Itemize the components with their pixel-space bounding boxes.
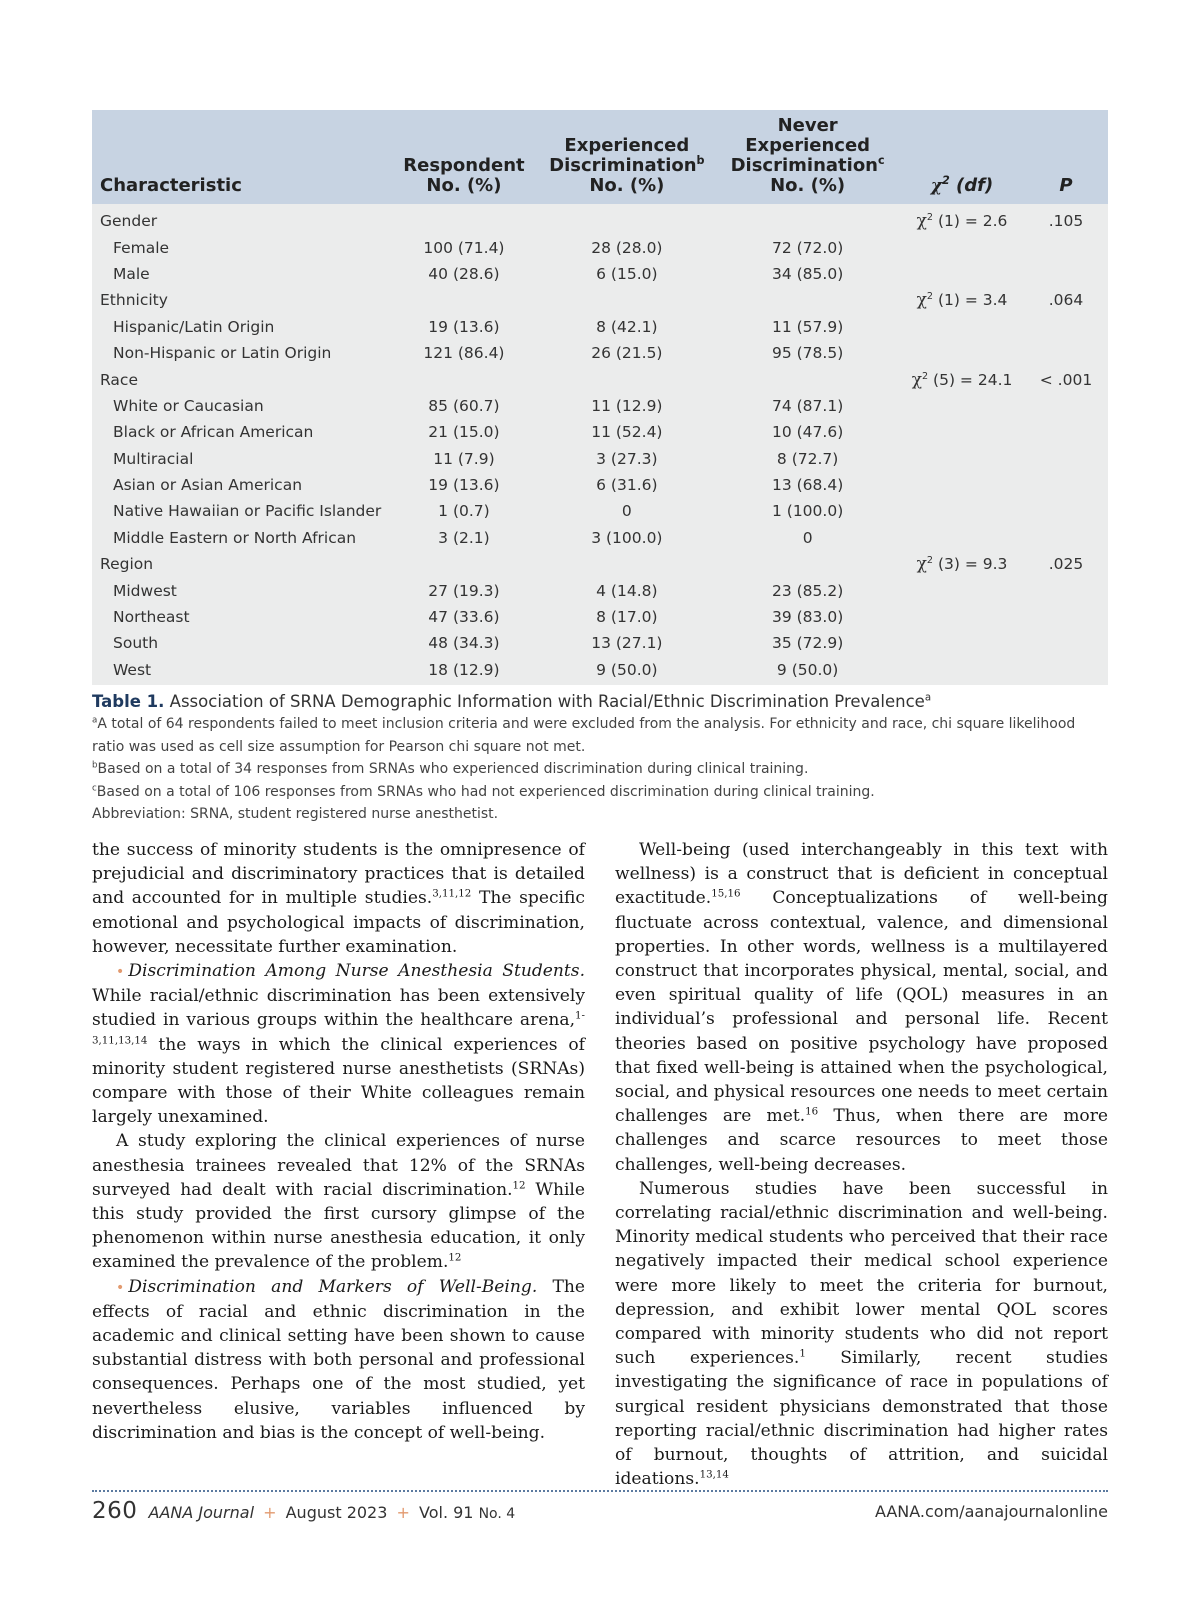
row-respondent: 40 (28.6) [428,264,500,283]
row-characteristic: West [113,660,152,679]
table-cell-empty [900,234,1024,260]
journal-name: AANA Journal [148,1503,255,1522]
text-run: While racial/ethnic discrimination has been extensively studied in various groups within the healthcare arena, [92,986,585,1031]
table-cell-empty [900,525,1024,551]
table-figure [92,110,1108,826]
row-experienced: 8 (42.1) [596,317,658,336]
header-never-line4: No. (%) [770,175,846,196]
row-experienced: 11 (52.4) [591,423,663,442]
table-row [92,525,1108,551]
table-cell-empty [1024,234,1108,260]
note-c-text: Based on a total of 106 responses from SRNAs who had not experienced discrimination during clinical training. [96,783,875,800]
text-run: the ways in which the clinical experiences of minority student registered nurse anesthetists (SRNAs) compare with those of their White colleagues remain largely unexamined. [92,1034,585,1128]
row-respondent: 1 (0.7) [438,502,490,521]
table-note-a [92,713,1108,758]
table-cell-empty [715,287,900,313]
table-row [92,261,1108,287]
row-respondent: 47 (33.6) [428,608,500,627]
chi-symbol: χ [916,211,927,232]
text-run: A study exploring the clinical experiences of nurse anesthesia trainees revealed that 12% of the SRNAs surveyed had dealt with racial discrimination. [92,1131,585,1200]
paragraph [92,959,585,1129]
row-characteristic: Middle Eastern or North African [113,528,357,547]
row-respondent: 21 (15.0) [428,423,500,442]
chi-value: (3) = 9.3 [937,555,1008,574]
row-experienced: 28 (28.0) [591,238,663,257]
table-row-group-gender [92,204,1108,234]
p-value-cell: .064 [1048,291,1084,310]
table-cell-empty [900,340,1024,366]
row-never-experienced: 23 (85.2) [771,581,844,600]
header-experienced [539,110,716,204]
row-characteristic: Asian or Asian American [113,476,303,495]
paragraph [92,838,585,959]
table-cell-empty [900,577,1024,603]
paragraph [92,1275,585,1445]
subheading: Discrimination Among Nurse Anesthesia Students. [128,961,585,982]
chi-symbol: χ [911,369,922,390]
bullet-icon: • [116,964,125,981]
body-columns [92,838,1108,1491]
table-cell-empty [539,366,716,392]
group-label: Region [100,555,154,574]
chi-value: (5) = 24.1 [933,370,1013,389]
table-cell-empty [715,366,900,392]
table-cell-empty [900,419,1024,445]
text-run: Similarly, recent studies investigating the significance of race in populations of surgical resident physicians demonstrated that those reporting racial/ethnic discrimination had higher rates of burnout, thoughts of attrition, and suicidal ideations. [615,1348,1108,1490]
plus-icon: + [263,1503,277,1522]
citation: 12 [512,1179,526,1192]
row-characteristic: Native Hawaiian or Pacific Islander [113,502,382,521]
table-row [92,498,1108,524]
row-never-experienced: 11 (57.9) [771,317,844,336]
table-cell-empty [389,366,538,392]
row-experienced: 4 (14.8) [596,581,658,600]
row-respondent: 48 (34.3) [428,634,500,653]
citation: 13,14 [699,1468,729,1481]
group-label: Race [100,370,138,389]
table-row [92,446,1108,472]
caption-footnote-mark: a [924,692,932,704]
caption-title-line [92,691,1108,713]
note-b-mark: b [92,760,98,771]
header-never-line2: Experienced [745,135,871,156]
table-cell-empty [715,551,900,577]
header-respondent [389,110,538,204]
table-row [92,393,1108,419]
row-experienced: 8 (17.0) [596,608,658,627]
paragraph [615,838,1108,1177]
chi-square-cell [900,287,1024,313]
row-respondent: 19 (13.6) [428,476,500,495]
header-experienced-line2: Discrimination [549,155,697,176]
header-characteristic [92,110,389,204]
table-cell-empty [900,446,1024,472]
table-row [92,577,1108,603]
chi-value: (1) = 3.4 [937,291,1008,310]
table-cell-empty [539,551,716,577]
row-characteristic: Female [113,238,170,257]
text-run: Thus, when there are more challenges and scarce resources to meet those challenges, well-being decreases. [615,1106,1108,1175]
p-value-cell: .105 [1048,212,1084,231]
text-run: Conceptualizations of well-being fluctuate across contextual, valence, and dimensional properties. In other words, wellness is a multilayered construct that incorporates physical, mental, social, and even spiritual quality of life (QOL) measures in an individual’s professional and personal life. Recent theories based on positive psychology have proposed that fixed well-being is attained when the psychological, social, and physical resources one needs to meet certain challenges are met. [615,888,1108,1127]
table-cell-empty [1024,472,1108,498]
table-cell-empty [539,287,716,313]
table-cell-empty [389,551,538,577]
row-respondent: 18 (12.9) [428,660,500,679]
table-cell-empty [900,630,1024,656]
table-cell-empty [1024,604,1108,630]
table-row [92,604,1108,630]
journal-url: AANA.com/aanajournalonline [874,1502,1108,1521]
row-characteristic: Hispanic/Latin Origin [113,317,275,336]
text-run: While this study provided the first cursory glimpse of the phenomenon within nurse anesthesia education, it only examined the prevalence of the problem. [92,1179,586,1273]
text-run: Numerous studies have been successful in correlating racial/ethnic discrimination and well-being. Minority medical students who perceived that their race negatively impacted their medical school experience were more likely to meet the criteria for burnout, depression, and exhibit lower mental QOL scores compared with minority students who did not report such experiences. [615,1178,1108,1369]
table-row [92,314,1108,340]
table-row-group-region [92,551,1108,577]
table-cell-empty [1024,419,1108,445]
row-experienced: 13 (27.1) [591,634,663,653]
header-respondent-line1: Respondent [403,155,525,176]
citation: 16 [805,1105,819,1118]
subheading: Discrimination and Markers of Well-Being. [128,1276,538,1297]
row-never-experienced: 10 (47.6) [771,423,844,442]
row-respondent: 3 (2.1) [438,528,490,547]
note-a-mark: a [92,715,98,726]
footer-divider [92,1490,1108,1492]
table-cell-empty [715,204,900,234]
caption-title: Association of SRNA Demographic Information with Racial/Ethnic Discrimination Prevalence [169,692,925,712]
row-experienced: 6 (15.0) [596,264,658,283]
citation: 15,16 [711,887,741,900]
table-cell-empty [1024,314,1108,340]
row-respondent: 27 (19.3) [428,581,500,600]
table-row [92,630,1108,656]
table-cell-empty [900,393,1024,419]
table-cell-empty [900,472,1024,498]
row-characteristic: Midwest [113,581,177,600]
caption-label: Table 1. [92,692,165,712]
table-note-b [92,758,1108,781]
note-b-text: Based on a total of 34 responses from SRNAs who experienced discrimination during clinical training. [97,761,809,778]
citation: 1 [799,1347,806,1360]
table-row [92,472,1108,498]
page-footer [92,1498,1108,1528]
table-cell-empty [900,498,1024,524]
text-run: The effects of racial and ethnic discrimination in the academic and clinical setting have been shown to cause substantial distress with both personal and professional consequences. Perhaps one of the most studied, yet nevertheless elusive, variables influenced by discrimination and bias is the concept of well-being. [92,1276,585,1443]
table-row [92,419,1108,445]
paragraph [615,1177,1108,1492]
row-never-experienced: 95 (78.5) [771,344,844,363]
chi-symbol: χ [916,554,927,575]
header-chi-df: (df) [949,175,994,196]
header-never-line3: Discrimination [730,155,878,176]
header-never-experienced [715,110,900,204]
row-respondent: 100 (71.4) [423,238,505,257]
table-cell-empty [900,314,1024,340]
table-row [92,340,1108,366]
header-never-line1: Never [777,115,838,136]
row-respondent: 19 (13.6) [428,317,500,336]
chi-exponent: 2 [926,291,934,303]
header-chi-square [900,110,1024,204]
table-cell-empty [1024,498,1108,524]
header-chi-symbol: χ [930,176,943,196]
table-cell-empty [1024,446,1108,472]
table-row [92,234,1108,260]
table-cell-empty [900,657,1024,685]
row-experienced: 3 (100.0) [591,528,663,547]
table-row [92,657,1108,685]
table-cell-empty [389,287,538,313]
table-cell-empty [389,204,538,234]
table-cell-empty [1024,340,1108,366]
table-cell-empty [1024,261,1108,287]
row-never-experienced: 8 (72.7) [776,449,839,468]
row-experienced: 6 (31.6) [596,476,658,495]
chi-square-cell [900,551,1024,577]
chi-value: (1) = 2.6 [937,212,1008,231]
table-cell-empty [1024,525,1108,551]
chi-symbol: χ [916,290,927,311]
p-value-cell: .025 [1048,555,1084,574]
header-p [1024,110,1108,204]
header-never-footnote-mark: c [878,154,885,167]
row-characteristic: White or Caucasian [113,396,264,415]
row-respondent: 85 (60.7) [428,396,500,415]
row-characteristic: Multiracial [113,449,194,468]
page-number: 260 [92,1498,138,1524]
left-column [92,838,585,1491]
row-experienced: 3 (27.3) [596,449,658,468]
note-a-text: A total of 64 respondents failed to meet inclusion criteria and were excluded from the analysis. For ethnicity and race, chi square likelihood ratio was used as cell size assumption for Pearson chi square not met. [92,716,1076,755]
citation: 3,11,12 [432,887,472,900]
row-experienced: 0 [621,502,632,521]
table-abbreviation: Abbreviation: SRNA, student registered nurse anesthetist. [92,806,499,823]
text-run: The specific emotional and psychological impacts of discrimination, however, necessitate further examination. [92,888,585,957]
demographics-table [92,110,1108,685]
row-respondent: 11 (7.9) [433,449,495,468]
row-characteristic: Male [113,264,150,283]
plus-icon: + [396,1503,410,1522]
table-cell-empty [1024,393,1108,419]
row-experienced: 11 (12.9) [591,396,663,415]
header-characteristic-text: Characteristic [100,175,242,196]
table-caption [92,691,1108,826]
row-never-experienced: 0 [802,528,813,547]
paragraph [92,1129,585,1274]
row-never-experienced: 1 (100.0) [771,502,844,521]
group-label: Gender [100,212,158,231]
row-never-experienced: 9 (50.0) [776,660,839,679]
row-never-experienced: 34 (85.0) [771,264,844,283]
volume: Vol. 91 [419,1503,474,1522]
header-experienced-line1: Experienced [564,135,690,156]
footer-left [92,1498,515,1524]
table-cell-empty [1024,657,1108,685]
note-c-mark: c [92,782,97,793]
table-note-c [92,781,1108,804]
row-characteristic: South [113,634,159,653]
header-p-text: P [1059,175,1073,196]
issue-number: No. 4 [478,1506,516,1522]
row-characteristic: Northeast [113,608,190,627]
table-row-group-race [92,366,1108,392]
table-header-row [92,110,1108,204]
row-never-experienced: 13 (68.4) [771,476,844,495]
row-experienced: 9 (50.0) [596,660,658,679]
text-run: Well-being (used interchangeably in this text with wellness) is a construct that is deficient in conceptual exactitude. [615,840,1108,909]
table-cell-empty [1024,577,1108,603]
row-characteristic: Non-Hispanic or Latin Origin [113,344,332,363]
chi-exponent: 2 [922,370,929,382]
right-column [615,838,1108,1491]
row-experienced: 26 (21.5) [591,344,663,363]
header-experienced-footnote-mark: b [696,154,705,167]
header-experienced-line3: No. (%) [589,175,665,196]
row-never-experienced: 35 (72.9) [771,634,844,653]
table-cell-empty [900,261,1024,287]
header-respondent-line2: No. (%) [426,175,502,196]
table-row-group-ethnicity [92,287,1108,313]
row-never-experienced: 72 (72.0) [771,238,844,257]
group-label: Ethnicity [100,291,168,310]
chi-square-cell [900,204,1024,234]
chi-square-cell [900,366,1024,392]
table-cell-empty [1024,630,1108,656]
table-cell-empty [900,604,1024,630]
chi-exponent: 2 [926,555,934,567]
table-cell-empty [539,204,716,234]
bullet-icon: • [116,1279,125,1296]
row-respondent: 121 (86.4) [423,344,505,363]
text-run: the success of minority students is the omnipresence of prejudicial and discriminatory practices that is detailed and accounted for in multiple studies. [92,840,585,909]
chi-exponent: 2 [926,212,934,224]
p-value-cell: < .001 [1039,370,1093,389]
row-never-experienced: 74 (87.1) [771,396,844,415]
header-chi-exponent: 2 [942,174,950,187]
row-never-experienced: 39 (83.0) [771,608,844,627]
citation: 12 [448,1251,462,1264]
issue-date: August 2023 [285,1503,388,1522]
row-characteristic: Black or African American [113,423,314,442]
citation: 1-3,11,13,14 [92,1009,585,1046]
